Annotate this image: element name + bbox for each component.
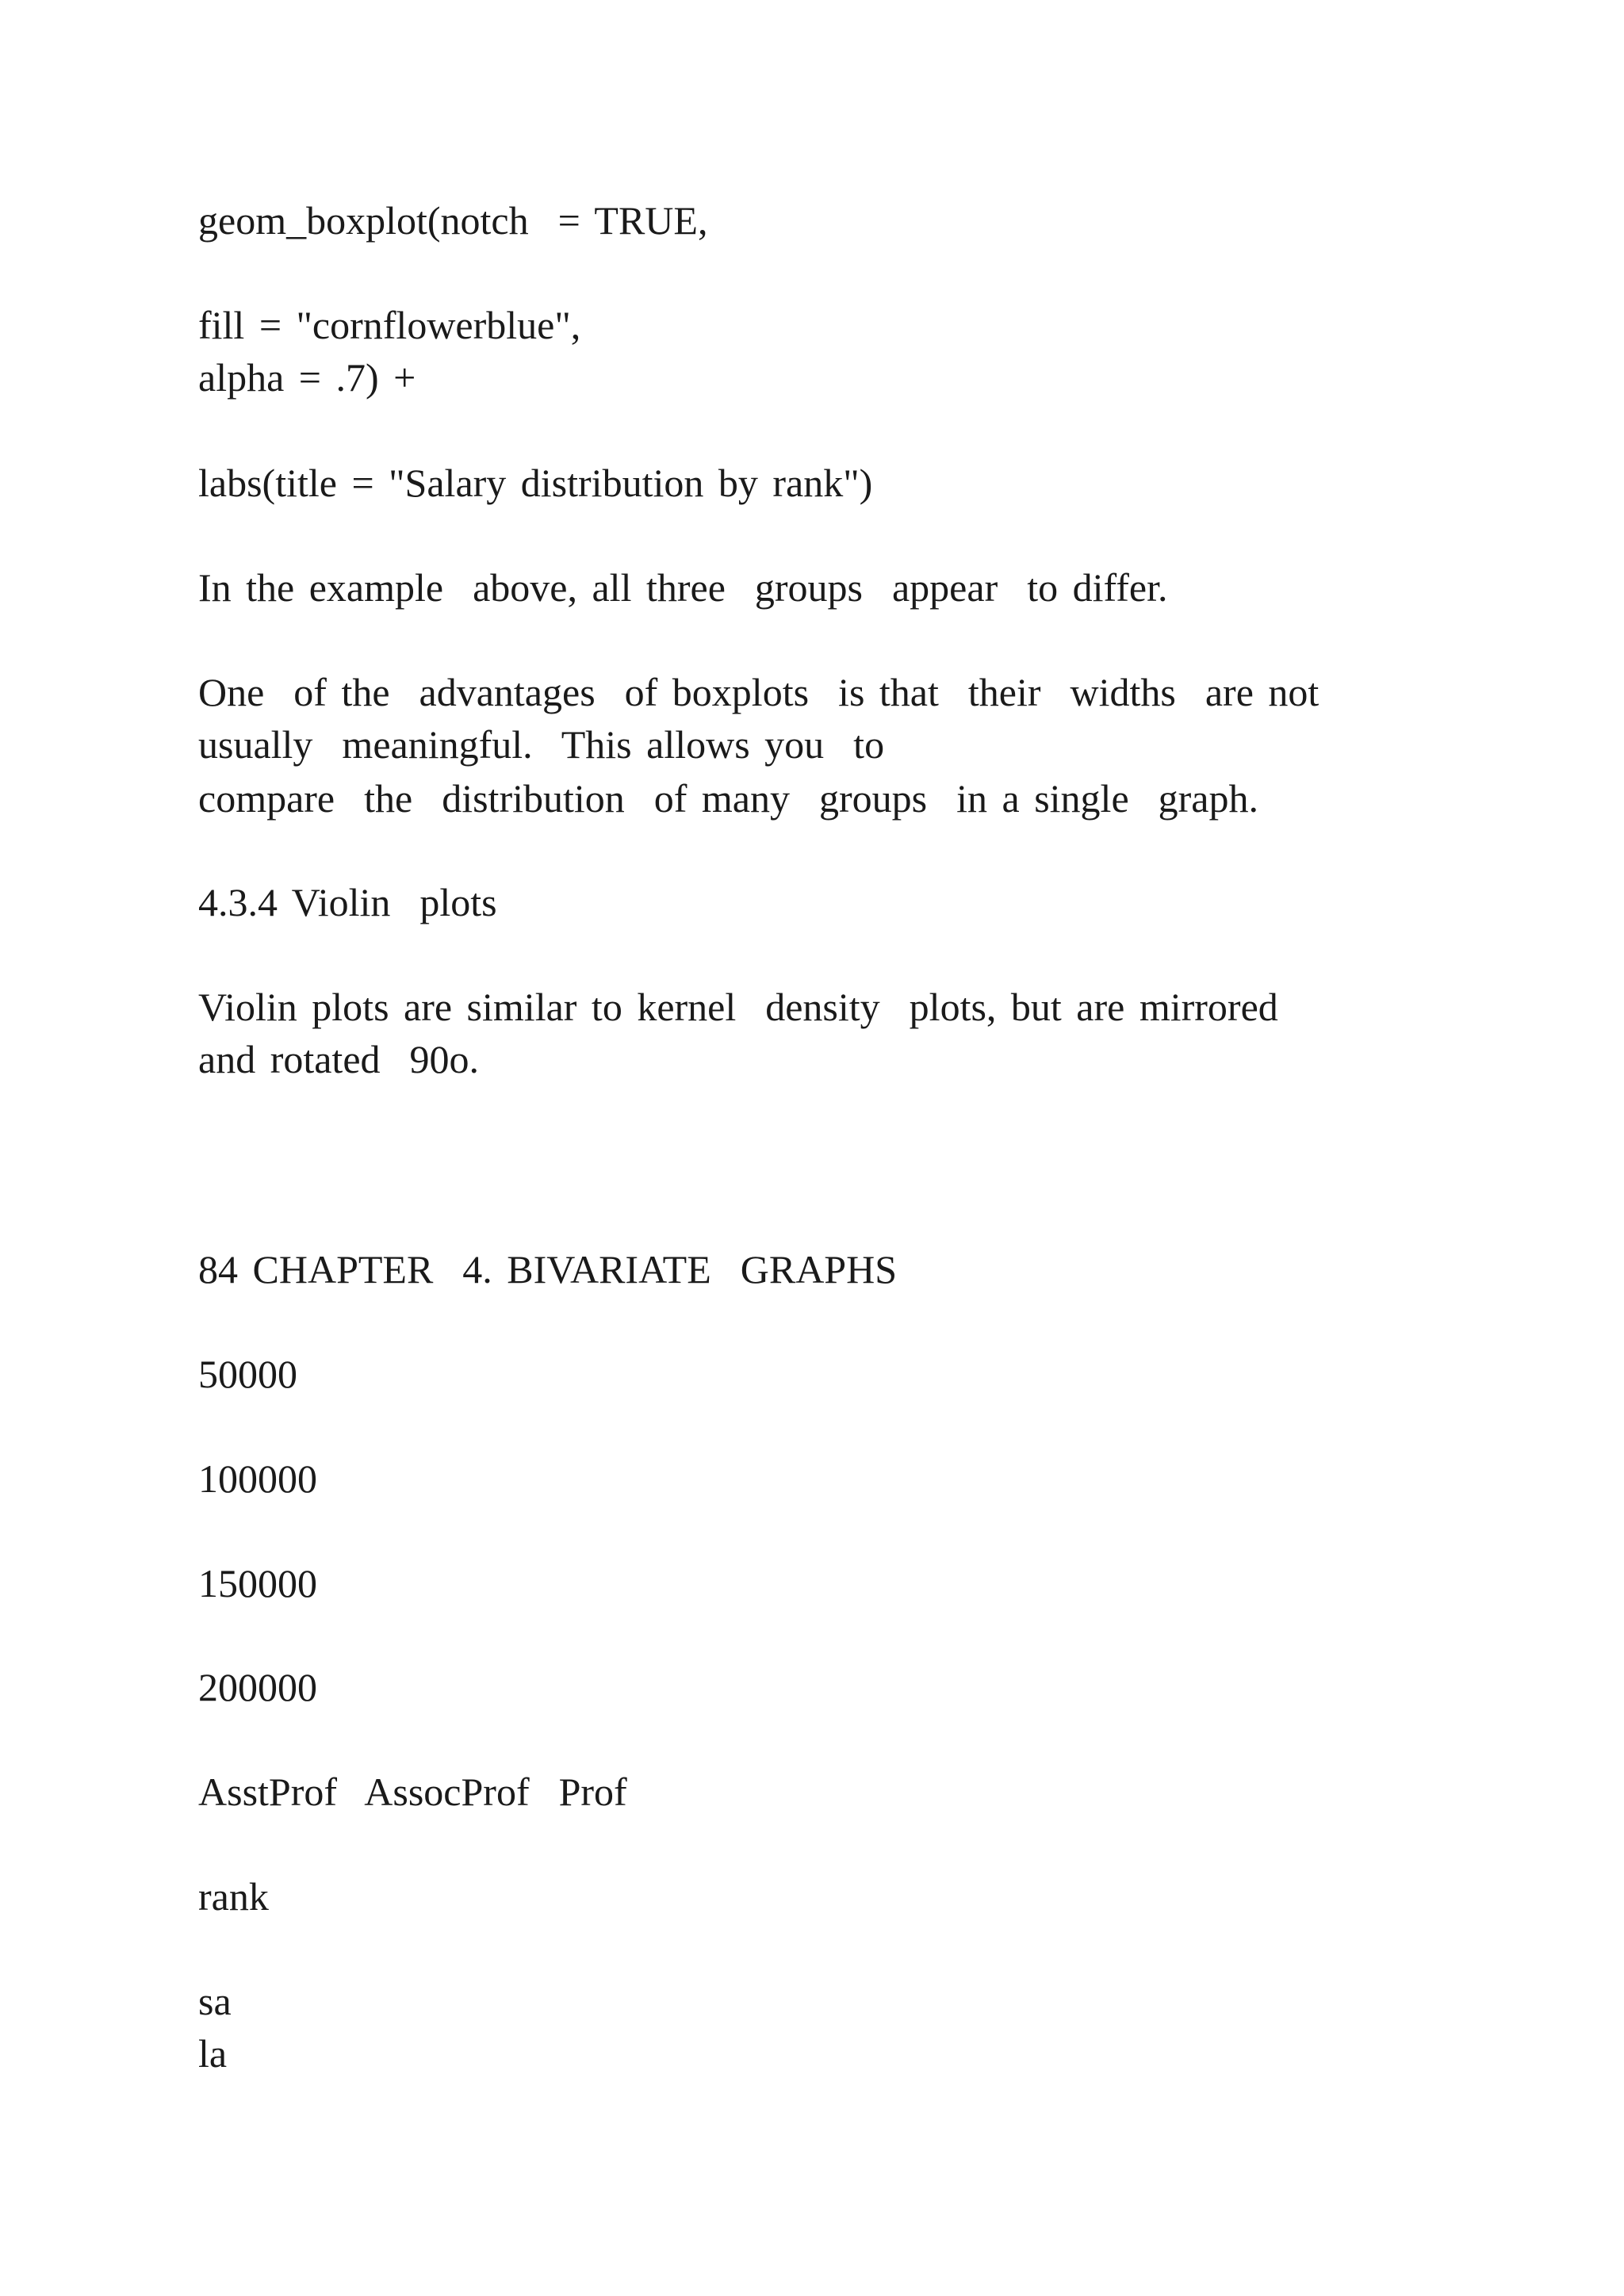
code-line-geom-boxplot: geom_boxplot(notch = TRUE,: [198, 198, 708, 243]
running-header: 84 CHAPTER 4. BIVARIATE GRAPHS: [198, 1247, 898, 1292]
figure-tick-label: 100000: [198, 1456, 317, 1501]
code-line-fill: fill = "cornflowerblue",: [198, 303, 581, 347]
figure-tick-label: 200000: [198, 1665, 317, 1709]
figure-y-axis-label-part: sa: [198, 1979, 232, 2023]
code-line-alpha: alpha = .7) +: [198, 355, 416, 400]
body-paragraph-1: In the example above, all three groups appear to differ.: [198, 565, 1168, 610]
section-paragraph-line-1: Violin plots are similar to kernel density plots, but are mirrored: [198, 985, 1278, 1029]
figure-tick-label: 50000: [198, 1352, 297, 1396]
figure-x-axis-label: rank: [198, 1874, 269, 1919]
section-heading: 4.3.4 Violin plots: [198, 880, 497, 924]
code-line-labs: labs(title = "Salary distribution by rank"): [198, 461, 873, 505]
section-paragraph-line-2: and rotated 90o.: [198, 1037, 480, 1081]
body-paragraph-2-line-2: usually meaningful. This allows you to: [198, 722, 885, 767]
figure-tick-label: 150000: [198, 1561, 317, 1605]
body-paragraph-2-line-3: compare the distribution of many groups in a single graph.: [198, 776, 1258, 821]
body-paragraph-2-line-1: One of the advantages of boxplots is that their widths are not: [198, 670, 1320, 714]
figure-y-axis-label-part: la: [198, 2031, 228, 2076]
figure-category-labels: AsstProf AssocProf Prof: [198, 1770, 627, 1814]
